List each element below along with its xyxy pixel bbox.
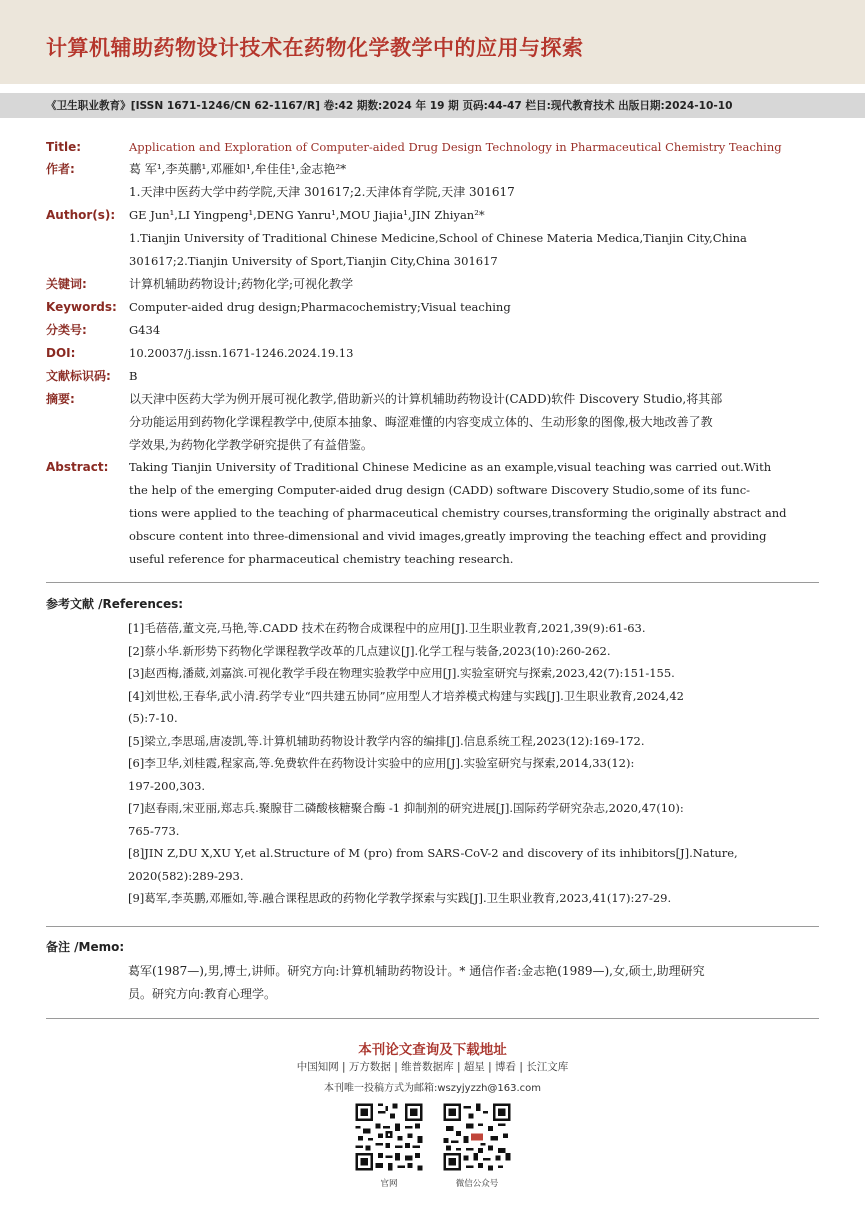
affiliation-en-line-1: 1.Tianjin University of Traditional Chinese Medicine,School of Chinese Materia Medica,Tianjin City,China — [129, 231, 747, 245]
footer-title: 本刊论文查询及下载地址 — [358, 1042, 507, 1058]
keywords-cn-label: 关键词: — [46, 277, 87, 291]
author-en-names: GE Jun¹,LI Yingpeng¹,DENG Yanru¹,MOU Jiajia¹,JIN Zhiyan²* — [129, 208, 485, 222]
abstract-en-value — [129, 456, 819, 571]
qr-code-wechat-icon[interactable] — [441, 1101, 513, 1173]
references-list — [128, 617, 798, 910]
abstract-cn-line-2: 分功能运用到药物化学课程教学中,使原本抽象、晦涩难懂的内容变成立体的、生动形象的图像,极大地改善了教 — [129, 415, 713, 429]
references-heading: 参考文献 /References: — [46, 597, 184, 611]
reference-item: [5]梁立,李思瑶,唐凌凯,等.计算机辅助药物设计教学内容的编排[J].信息系统工程,2023(12):169-172. — [128, 733, 645, 748]
reference-item-continued: (5):7-10. — [128, 711, 178, 725]
classification-value: G434 — [129, 323, 161, 337]
doc-code-value: B — [129, 369, 138, 383]
author-cn-label: 作者: — [46, 162, 75, 176]
abstract-en-label: Abstract: — [46, 460, 109, 474]
reference-item: [9]葛军,李英鹏,邓雁如,等.融合课程思政的药物化学教学探索与实践[J].卫生职业教育,2023,41(17):27-29. — [128, 891, 672, 905]
page-title: 计算机辅助药物设计技术在药物化学教学中的应用与探索 — [46, 36, 584, 60]
classification-label: 分类号: — [46, 323, 87, 337]
author-en-label: Author(s): — [46, 208, 116, 222]
qr-label-wechat: 微信公众号 — [455, 1179, 499, 1189]
memo-heading: 备注 /Memo: — [46, 940, 125, 954]
divider-middle — [46, 926, 819, 927]
keywords-cn-value: 计算机辅助药物设计;药物化学;可视化教学 — [129, 277, 354, 291]
doi-value: 10.20037/j.issn.1671-1246.2024.19.13 — [129, 346, 354, 360]
title-label: Title: — [46, 140, 82, 154]
author-cn-value — [129, 158, 819, 204]
reference-item: [2]蔡小华.新形势下药物化学课程教学改革的几点建议[J].化学工程与装备,2023(10):260-262. — [128, 643, 611, 658]
reference-item: [1]毛蓓蓓,董文亮,马艳,等.CADD 技术在药物合成课程中的应用[J].卫生职业教育,2021,39(9):61-63. — [128, 621, 646, 635]
doi-label: DOI: — [46, 346, 76, 360]
abstract-cn-value — [129, 388, 819, 457]
divider-top — [46, 582, 819, 583]
footer-databases: 中国知网 | 万方数据 | 维普数据库 | 超星 | 博看 | 长江文库 — [296, 1061, 569, 1073]
abstract-cn-line-3: 学效果,为药物化学教学研究提供了有益借鉴。 — [129, 438, 373, 452]
keywords-en-value: Computer-aided drug design;Pharmacochemistry;Visual teaching — [129, 300, 511, 314]
memo-line-1: 葛军(1987—),男,博士,讲师。研究方向:计算机辅助药物设计。* 通信作者:金志艳(1989—),女,硕士,助理研究 — [128, 964, 705, 978]
reference-item-continued: 197-200,303. — [128, 778, 206, 793]
author-en-value — [129, 204, 819, 273]
reference-item: [8]JIN Z,DU X,XU Y,et al.Structure of M (pro) from SARS-CoV-2 and discovery of its inhibitors[J].Nature, — [128, 846, 738, 860]
author-cn-names: 葛 军¹,李英鹏¹,邓雁如¹,牟佳佳¹,金志艳²* — [129, 162, 347, 176]
abstract-en-line-2: the help of the emerging Computer-aided drug design (CADD) software Discovery Studio,some of its func- — [129, 483, 751, 497]
affiliation-en-line-2: 301617;2.Tianjin University of Sport,Tianjin City,China 301617 — [129, 254, 498, 268]
memo-text — [128, 960, 818, 1006]
qr-label-website: 官网 — [380, 1179, 398, 1189]
reference-item-continued: 765-773. — [128, 823, 180, 838]
keywords-en-label: Keywords: — [46, 300, 117, 314]
affiliation-cn: 1.天津中医药大学中药学院,天津 301617;2.天津体育学院,天津 301617 — [129, 185, 515, 199]
reference-item-continued: 2020(582):289-293. — [128, 868, 244, 883]
abstract-en-line-1: Taking Tianjin University of Traditional Chinese Medicine as an example,visual teaching was carried out.With — [129, 460, 772, 474]
title-value: Application and Exploration of Computer-aided Drug Design Technology in Pharmaceutical Chemistry Teaching — [129, 140, 782, 154]
abstract-en-line-5: useful reference for pharmaceutical chemistry teaching research. — [129, 552, 514, 566]
qr-code-website-icon[interactable] — [353, 1101, 425, 1173]
footer-email: 本刊唯一投稿方式为邮箱:wszyjyzzh@163.com — [323, 1083, 542, 1094]
doc-code-label: 文献标识码: — [46, 369, 111, 383]
abstract-en-line-4: obscure content into three-dimensional and vivid images,greatly improving the teaching effect and providing — [129, 529, 767, 543]
reference-item: [7]赵春雨,宋亚丽,郑志兵.聚腺苷二磷酸核糖聚合酶 -1 抑制剂的研究进展[J].国际药学研究杂志,2020,47(10): — [128, 801, 684, 815]
abstract-cn-line-1: 以天津中医药大学为例开展可视化教学,借助新兴的计算机辅助药物设计(CADD)软件 Discovery Studio,将其部 — [129, 392, 723, 406]
reference-item: [6]李卫华,刘桂霞,程家高,等.免费软件在药物设计实验中的应用[J].实验室研究与探索,2014,33(12): — [128, 756, 635, 770]
reference-item: [4]刘世松,王春华,武小清.药学专业“四共建五协同”应用型人才培养模式构建与实践[J].卫生职业教育,2024,42 — [128, 688, 684, 703]
reference-item: [3]赵西梅,潘葳,刘嘉滨.可视化教学手段在物理实验教学中应用[J].实验室研究与探索,2023,42(7):151-155. — [128, 666, 675, 680]
memo-line-2: 员。研究方向:教育心理学。 — [128, 987, 277, 1001]
abstract-en-line-3: tions were applied to the teaching of pharmaceutical chemistry courses,transforming the originally abstract and — [129, 506, 787, 520]
abstract-cn-label: 摘要: — [46, 392, 75, 406]
divider-bottom — [46, 1018, 819, 1019]
journal-meta-text: 《卫生职业教育》[ISSN 1671-1246/CN 62-1167/R] 卷:42 期数:2024 年 19 期 页码:44-47 栏目:现代教育技术 出版日期:2024-10-10 — [46, 100, 733, 112]
